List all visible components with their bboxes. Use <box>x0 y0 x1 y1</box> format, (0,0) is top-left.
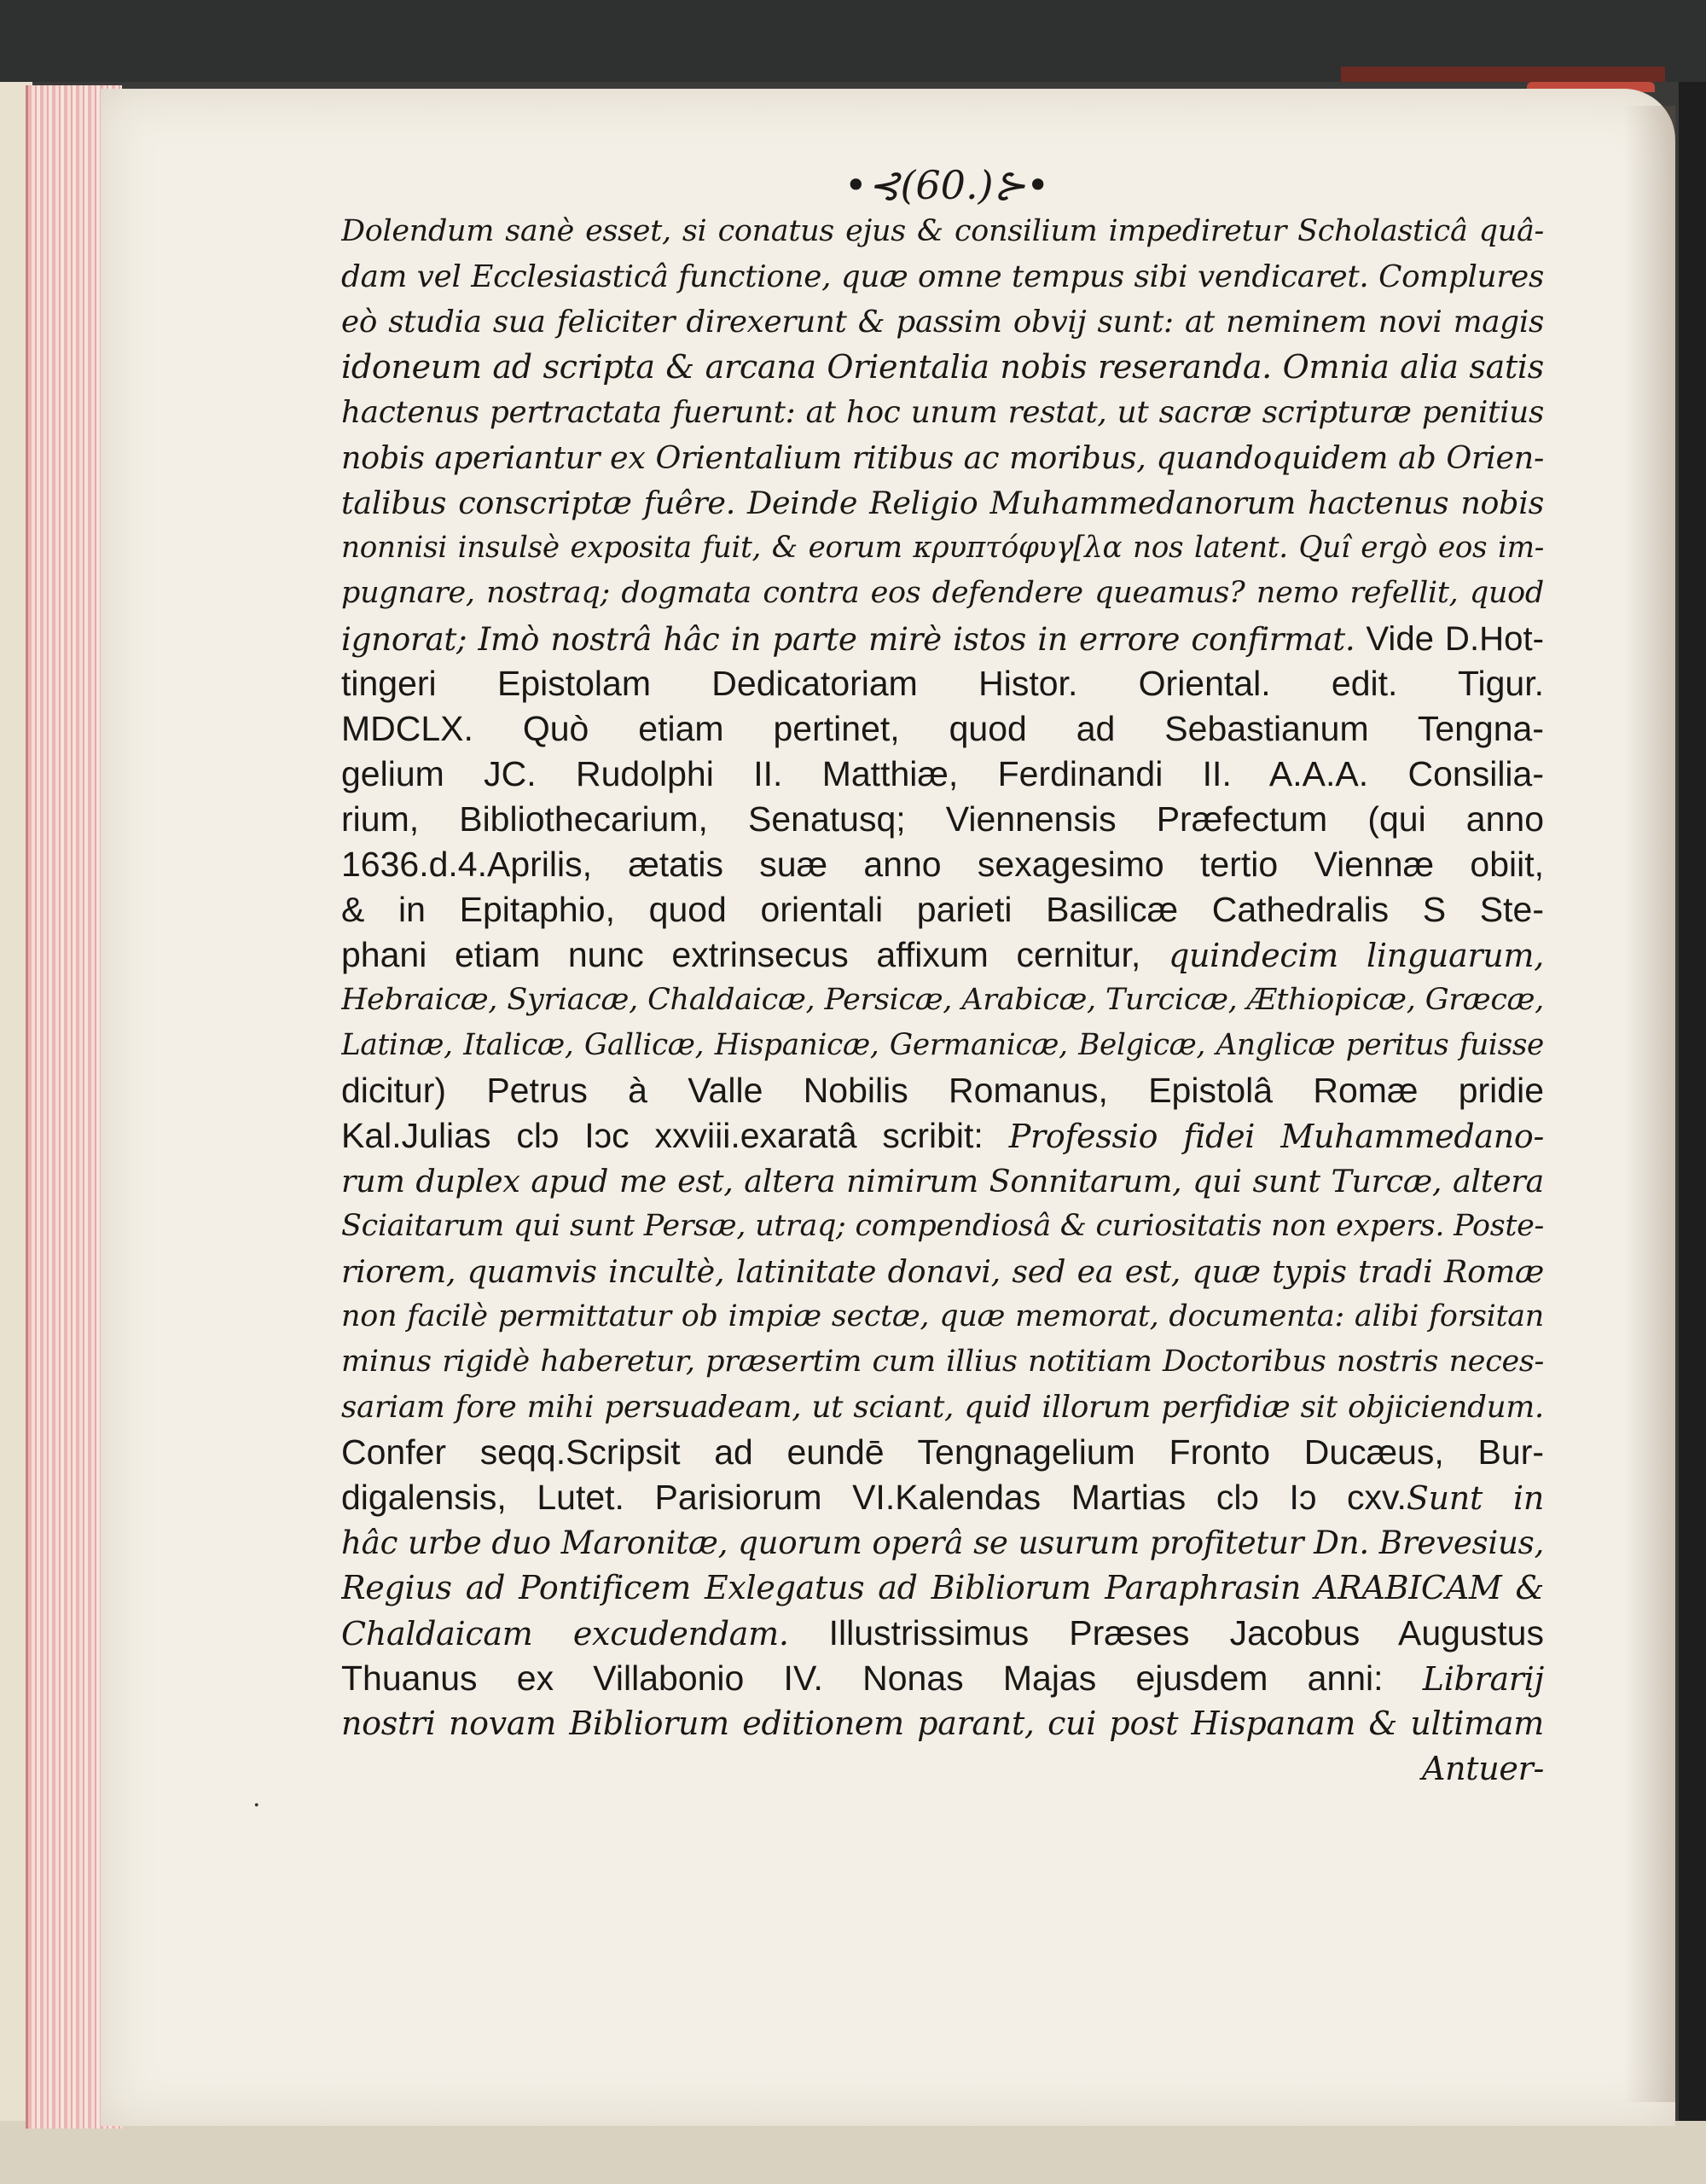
text-line <box>341 345 1544 390</box>
italic-segment: hactenus pertractata fuerunt: at hoc unum restat, ut sacræ scripturæ penitius <box>341 395 1544 430</box>
page-number-ornament-right: ⊱• <box>993 162 1050 208</box>
text-line <box>341 254 1544 299</box>
text-line <box>341 390 1544 435</box>
roman-segment: digalensis, Lutet. Parisiorum VI.Kalendas Martias clↄ Iↄ cxv. <box>341 1478 1407 1517</box>
text-line <box>341 1294 1544 1339</box>
text-line <box>341 706 1544 752</box>
scanner-top-band <box>0 0 1706 82</box>
italic-segment: riorem, quamvis incultè, latinitate donavi, sed ea est, quæ typis tradi Romæ <box>341 1253 1544 1290</box>
page-number-ornament-left: •⊰ <box>844 162 901 208</box>
text-line <box>341 1565 1544 1611</box>
italic-segment: idoneum ad scripta & arcana Orientalia nobis reseranda. Omnia alia satis <box>341 348 1544 386</box>
catchword <box>341 1746 1544 1792</box>
page-number-value: (60.) <box>900 162 994 208</box>
italic-segment: talibus conscriptæ fuêre. Deinde Religio Muhammedanorum hactenus nobis <box>341 485 1544 521</box>
body-text <box>341 209 1544 1792</box>
text-line <box>341 435 1544 480</box>
italic-segment: rum duplex apud me est, altera nimirum Sonnitarum, qui sunt Turcæ, altera <box>341 1163 1544 1199</box>
text-line <box>341 1159 1544 1204</box>
book-cover-edge <box>1341 67 1665 82</box>
italic-segment: Latinæ, Italicæ, Gallicæ, Hispanicæ, Germanicæ, Belgicæ, Anglicæ peritus fuisse <box>341 1028 1544 1062</box>
roman-segment: gelium JC. Rudolphi II. Matthiæ, Ferdinandi II. A.A.A. Consilia- <box>341 754 1544 793</box>
roman-segment: 1636.d.4.Aprilis, ætatis suæ anno sexagesimo tertio Viennæ obiit, <box>341 845 1544 884</box>
roman-segment: tingeri Epistolam Dedicatoriam Histor. Oriental. edit. Tigur. <box>341 664 1544 703</box>
roman-segment: rium, Bibliothecarium, Senatusq; Viennensis Præfectum (qui anno <box>341 799 1544 839</box>
margin-mark: . <box>252 1783 261 1813</box>
roman-segment: Kal.Julias clↄ Iↄc xxviii.exaratâ scribit: <box>341 1116 1009 1155</box>
italic-segment: Dolendum sanè esset, si conatus ejus & consilium impediretur Scholasticâ quâ- <box>341 214 1544 248</box>
roman-segment: Thuanus ex Villabonio IV. Nonas Majas ejusdem anni: <box>341 1658 1423 1698</box>
roman-segment: phani etiam nunc extrinsecus affixum cernitur, <box>341 935 1169 974</box>
text-line <box>341 526 1544 571</box>
text-line <box>341 299 1544 345</box>
gutter-shadow <box>1624 106 1675 2102</box>
text-line <box>341 887 1544 932</box>
italic-segment: Sunt in <box>1406 1479 1544 1517</box>
italic-segment: nobis aperiantur ex Orientalium ritibus ac moribus, quandoquidem ab Orien- <box>341 439 1544 476</box>
italic-segment: pugnare, nostraq; dogmata contra eos defendere queamus? nemo refellit, quod <box>341 576 1544 610</box>
text-line <box>341 842 1544 887</box>
italic-segment: eò studia sua feliciter direxerunt & passim obvij sunt: at neminem novi magis <box>341 305 1544 340</box>
text-line <box>341 616 1544 661</box>
text-line <box>341 571 1544 616</box>
page-number <box>810 162 1083 208</box>
italic-segment: dam vel Ecclesiasticâ functione, quæ omne tempus sibi vendicaret. Complures <box>341 259 1544 294</box>
text-line <box>341 661 1544 706</box>
italic-segment: ignorat; Imò nostrâ hâc in parte mirè istos in errore confirmat. <box>341 620 1355 658</box>
italic-segment: Professio fidei Muhammedano- <box>1008 1118 1544 1155</box>
italic-segment: non facilè permittatur ob impiæ sectæ, quæ memorat, documenta: alibi forsitan <box>341 1299 1544 1333</box>
text-line <box>341 1113 1544 1159</box>
roman-segment: Illustrissimus Præses Jacobus Augustus <box>788 1613 1544 1653</box>
catchword-text: Antuer- <box>1421 1750 1544 1787</box>
italic-segment: minus rigidè haberetur, præsertim cum illius notitiam Doctoribus nostris neces- <box>341 1345 1544 1379</box>
text-line <box>341 752 1544 797</box>
text-line <box>341 978 1544 1023</box>
italic-segment: hâc urbe duo Maronitæ, quorum operâ se usurum profitetur Dn. Brevesius, <box>341 1524 1544 1561</box>
text-line <box>341 480 1544 526</box>
roman-segment: & in Epitaphio, quod orientali parieti Basilicæ Cathedralis S Ste- <box>341 890 1544 929</box>
text-line <box>341 1701 1544 1746</box>
italic-segment: quindecim linguarum, <box>1168 937 1544 974</box>
text-line <box>341 1430 1544 1475</box>
roman-segment: dicitur) Petrus à Valle Nobilis Romanus, Epistolâ Romæ pridie <box>341 1071 1544 1110</box>
italic-segment: Sciaitarum qui sunt Persæ, utraq; compendiosâ & curiositatis non expers. Poste- <box>341 1209 1544 1243</box>
scanner-right-edge <box>1679 82 1706 2184</box>
text-line <box>341 209 1544 254</box>
italic-segment: sariam fore mihi persuadeam, ut sciant, quid illorum perfidiæ sit objiciendum. <box>341 1390 1544 1425</box>
text-line <box>341 1339 1544 1385</box>
italic-segment: nostri novam Bibliorum editionem parant, cui post Hispanam & ultimam <box>341 1705 1544 1742</box>
text-line <box>341 1068 1544 1113</box>
text-line <box>341 1656 1544 1701</box>
italic-segment: nonnisi insulsè exposita fuit, & eorum κρυπτόφυγ[λα nos latent. Quî ergò eos im- <box>341 531 1544 565</box>
roman-segment: Vide D.Hot- <box>1355 619 1544 658</box>
italic-segment: Chaldaicam excudendam. <box>341 1615 789 1653</box>
text-line <box>341 1023 1544 1068</box>
text-line <box>341 1385 1544 1430</box>
roman-segment: Confer seqq.Scripsit ad eundē Tengnagelium Fronto Ducæus, Bur- <box>341 1432 1544 1472</box>
roman-segment: MDCLX. Quò etiam pertinet, quod ad Sebastianum Tengna- <box>341 709 1544 748</box>
text-line <box>341 1611 1544 1656</box>
text-line <box>341 797 1544 842</box>
text-line <box>341 932 1544 978</box>
text-line <box>341 1249 1544 1294</box>
text-line <box>341 1204 1544 1249</box>
italic-segment: Librarij <box>1422 1660 1544 1698</box>
scanner-bottom-band <box>0 2121 1706 2184</box>
text-line <box>341 1475 1544 1520</box>
text-line <box>341 1520 1544 1565</box>
italic-segment: Regius ad Pontificem Exlegatus ad Bibliorum Paraphrasin ARABICAM & <box>341 1569 1544 1606</box>
italic-segment: Hebraicæ, Syriacæ, Chaldaicæ, Persicæ, Arabicæ, Turcicæ, Æthiopicæ, Græcæ, <box>341 983 1544 1017</box>
